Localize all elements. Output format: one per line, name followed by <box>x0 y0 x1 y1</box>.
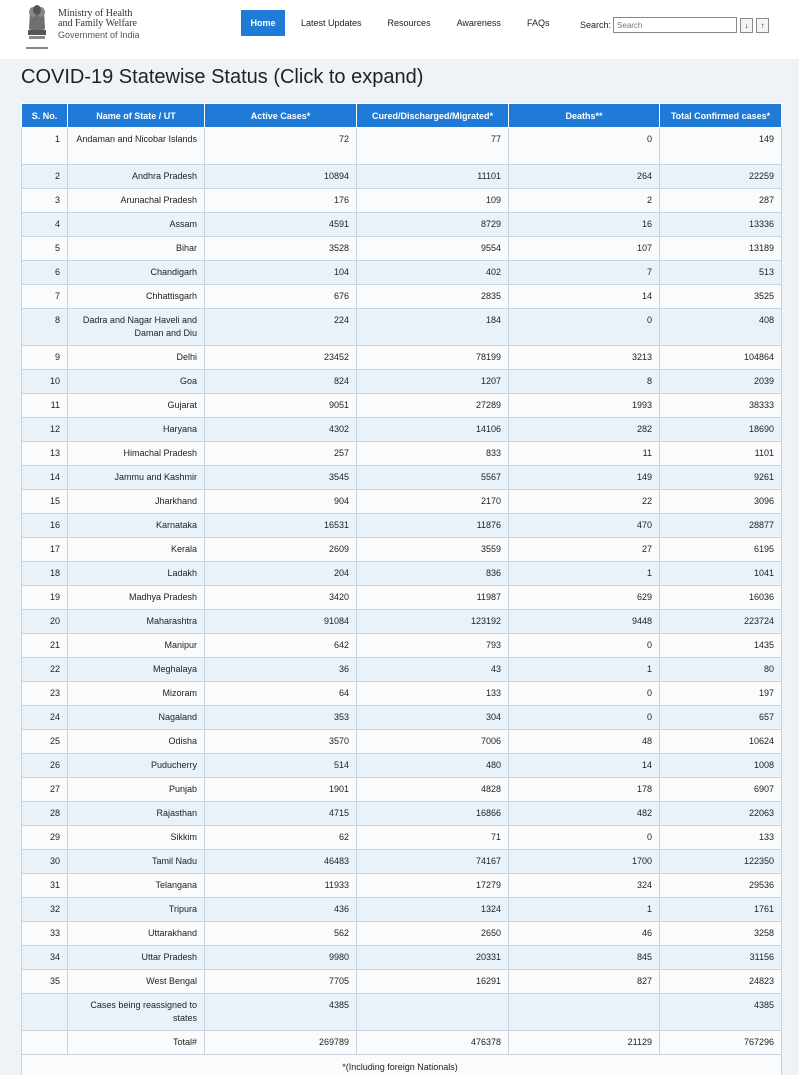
cell-state-name: Delhi <box>68 346 205 370</box>
cell-state-name: Arunachal Pradesh <box>68 189 205 213</box>
cell-total-confirmed: 287 <box>660 189 782 213</box>
cell-active-cases: 46483 <box>205 850 357 874</box>
cell-total-confirmed: 38333 <box>660 394 782 418</box>
cell-active-cases: 224 <box>205 309 357 346</box>
table-row[interactable] <box>22 778 782 802</box>
cell-total-confirmed: 13189 <box>660 237 782 261</box>
cell-deaths: 1700 <box>509 850 660 874</box>
cell-deaths: 149 <box>509 466 660 490</box>
cell-serial-no: 5 <box>22 237 68 261</box>
cell-state-name: Tamil Nadu <box>68 850 205 874</box>
cell-total-confirmed: 6195 <box>660 538 782 562</box>
brand-line-1: Ministry of Health <box>58 8 133 19</box>
cell-total-confirmed: 1435 <box>660 634 782 658</box>
table-row[interactable] <box>22 658 782 682</box>
cell-active-cases: 676 <box>205 285 357 309</box>
cell-state-name: Mizoram <box>68 682 205 706</box>
cell-active-cases: 4385 <box>205 994 357 1031</box>
cell-total-confirmed: 122350 <box>660 850 782 874</box>
cell-active-cases: 4591 <box>205 213 357 237</box>
cell-deaths: 2 <box>509 189 660 213</box>
cell-state-name: Punjab <box>68 778 205 802</box>
cell-total-confirmed: 29536 <box>660 874 782 898</box>
cell-state-name: Jammu and Kashmir <box>68 466 205 490</box>
cell-cured: 14106 <box>357 418 509 442</box>
cell-serial-no: 31 <box>22 874 68 898</box>
cell-total-confirmed: 657 <box>660 706 782 730</box>
cell-state-name: Cases being reassigned to states <box>68 994 205 1031</box>
cell-active-cases: 91084 <box>205 610 357 634</box>
brand-line-3: Government of India <box>58 30 140 40</box>
cell-active-cases: 62 <box>205 826 357 850</box>
cell-serial-no: 20 <box>22 610 68 634</box>
column-header-state-name[interactable]: Name of State / UT <box>68 104 205 128</box>
cell-total-confirmed: 133 <box>660 826 782 850</box>
cell-total-confirmed: 2039 <box>660 370 782 394</box>
cell-cured: 5567 <box>357 466 509 490</box>
cell-deaths: 3213 <box>509 346 660 370</box>
cell-cured: 3559 <box>357 538 509 562</box>
cell-serial-no: 25 <box>22 730 68 754</box>
cell-cured: 4828 <box>357 778 509 802</box>
cell-total-confirmed: 1761 <box>660 898 782 922</box>
cell-total-confirmed: 4385 <box>660 994 782 1031</box>
column-header-deaths[interactable]: Deaths** <box>509 104 660 128</box>
cell-deaths: 470 <box>509 514 660 538</box>
cell-deaths <box>509 994 660 1031</box>
cell-cured: 123192 <box>357 610 509 634</box>
cell-state-name: Jharkhand <box>68 490 205 514</box>
cell-deaths: 324 <box>509 874 660 898</box>
cell-cured: 74167 <box>357 850 509 874</box>
cell-total-confirmed: 104864 <box>660 346 782 370</box>
table-footnote-row <box>22 1055 782 1075</box>
ministry-brand[interactable] <box>58 9 140 40</box>
table-row[interactable] <box>22 128 782 165</box>
cell-active-cases: 36 <box>205 658 357 682</box>
cell-cured: 133 <box>357 682 509 706</box>
cell-cured: 184 <box>357 309 509 346</box>
table-row[interactable] <box>22 634 782 658</box>
cell-active-cases: 904 <box>205 490 357 514</box>
cell-cured: 71 <box>357 826 509 850</box>
cell-serial-no <box>22 1031 68 1055</box>
cell-cured: 2835 <box>357 285 509 309</box>
table-row[interactable] <box>22 802 782 826</box>
cell-serial-no: 8 <box>22 309 68 346</box>
cell-active-cases: 9051 <box>205 394 357 418</box>
cell-deaths: 21129 <box>509 1031 660 1055</box>
cell-serial-no: 16 <box>22 514 68 538</box>
column-header-active-cases[interactable]: Active Cases* <box>205 104 357 128</box>
cell-deaths: 14 <box>509 754 660 778</box>
cell-deaths: 0 <box>509 682 660 706</box>
cell-active-cases: 642 <box>205 634 357 658</box>
cell-total-confirmed: 10624 <box>660 730 782 754</box>
nav-latest-updates[interactable]: Latest Updates <box>301 18 362 28</box>
cell-state-name: Telangana <box>68 874 205 898</box>
table-row[interactable] <box>22 418 782 442</box>
cell-deaths: 178 <box>509 778 660 802</box>
cell-state-name: Uttarakhand <box>68 922 205 946</box>
cell-cured: 9554 <box>357 237 509 261</box>
cell-deaths: 0 <box>509 309 660 346</box>
cell-active-cases: 7705 <box>205 970 357 994</box>
table-row[interactable] <box>22 706 782 730</box>
table-row[interactable] <box>22 682 782 706</box>
cell-total-confirmed: 513 <box>660 261 782 285</box>
cell-state-name: Odisha <box>68 730 205 754</box>
table-row[interactable] <box>22 285 782 309</box>
cell-deaths: 9448 <box>509 610 660 634</box>
cell-active-cases: 104 <box>205 261 357 285</box>
cell-cured: 20331 <box>357 946 509 970</box>
cell-deaths: 14 <box>509 285 660 309</box>
cell-serial-no: 28 <box>22 802 68 826</box>
search-up-button[interactable]: ↑ <box>756 18 769 33</box>
cell-cured: 1324 <box>357 898 509 922</box>
cell-active-cases: 562 <box>205 922 357 946</box>
cell-serial-no: 1 <box>22 128 68 165</box>
cell-cured: 2170 <box>357 490 509 514</box>
cell-serial-no: 4 <box>22 213 68 237</box>
search-down-button[interactable]: ↓ <box>740 18 753 33</box>
state-status-table <box>21 103 782 1075</box>
cell-deaths: 0 <box>509 826 660 850</box>
table-row[interactable] <box>22 346 782 370</box>
cell-state-name: Tripura <box>68 898 205 922</box>
cell-cured: 43 <box>357 658 509 682</box>
cell-cured: 11987 <box>357 586 509 610</box>
cell-active-cases: 72 <box>205 128 357 165</box>
table-row[interactable] <box>22 730 782 754</box>
table-row[interactable] <box>22 490 782 514</box>
cell-serial-no: 30 <box>22 850 68 874</box>
cell-total-confirmed: 1008 <box>660 754 782 778</box>
nav-home[interactable]: Home <box>241 10 285 36</box>
cell-total-confirmed: 31156 <box>660 946 782 970</box>
cell-deaths: 845 <box>509 946 660 970</box>
table-row[interactable] <box>22 189 782 213</box>
cell-total-confirmed: 18690 <box>660 418 782 442</box>
cell-serial-no: 29 <box>22 826 68 850</box>
cell-serial-no: 9 <box>22 346 68 370</box>
cell-deaths: 7 <box>509 261 660 285</box>
cell-total-confirmed: 408 <box>660 309 782 346</box>
cell-state-name: Sikkim <box>68 826 205 850</box>
cell-state-name: Nagaland <box>68 706 205 730</box>
cell-cured: 77 <box>357 128 509 165</box>
cell-active-cases: 3545 <box>205 466 357 490</box>
cell-total-confirmed: 13336 <box>660 213 782 237</box>
cell-cured: 833 <box>357 442 509 466</box>
nav-faqs[interactable]: FAQs <box>526 18 550 28</box>
cell-cured: 11876 <box>357 514 509 538</box>
cell-total-confirmed: 1101 <box>660 442 782 466</box>
cell-serial-no: 11 <box>22 394 68 418</box>
cell-deaths: 629 <box>509 586 660 610</box>
cell-active-cases: 353 <box>205 706 357 730</box>
table-row[interactable] <box>22 442 782 466</box>
cell-cured <box>357 994 509 1031</box>
cell-state-name: Bihar <box>68 237 205 261</box>
cell-state-name: Karnataka <box>68 514 205 538</box>
table-row[interactable] <box>22 309 782 346</box>
table-row[interactable] <box>22 898 782 922</box>
cell-deaths: 0 <box>509 634 660 658</box>
cell-state-name: Himachal Pradesh <box>68 442 205 466</box>
cell-state-name: Kerala <box>68 538 205 562</box>
cell-serial-no: 15 <box>22 490 68 514</box>
table-header-row <box>22 104 782 128</box>
table-row[interactable] <box>22 514 782 538</box>
table-row[interactable] <box>22 466 782 490</box>
cell-active-cases: 4715 <box>205 802 357 826</box>
cell-state-name: Goa <box>68 370 205 394</box>
search-label: Search: <box>580 20 612 30</box>
cell-total-confirmed: 1041 <box>660 562 782 586</box>
cell-state-name: Haryana <box>68 418 205 442</box>
search-bar <box>580 17 769 33</box>
cell-active-cases: 204 <box>205 562 357 586</box>
column-header-serial-no[interactable]: S. No. <box>22 104 68 128</box>
cell-state-name: Andaman and Nicobar Islands <box>68 128 205 165</box>
cell-state-name: Chhattisgarh <box>68 285 205 309</box>
cell-deaths: 1 <box>509 898 660 922</box>
cell-active-cases: 10894 <box>205 165 357 189</box>
cell-active-cases: 3420 <box>205 586 357 610</box>
cell-deaths: 48 <box>509 730 660 754</box>
cell-serial-no: 34 <box>22 946 68 970</box>
cell-deaths: 0 <box>509 706 660 730</box>
cell-cured: 7006 <box>357 730 509 754</box>
cell-serial-no: 33 <box>22 922 68 946</box>
cell-active-cases: 824 <box>205 370 357 394</box>
cell-serial-no: 18 <box>22 562 68 586</box>
table-row[interactable] <box>22 874 782 898</box>
cell-cured: 16866 <box>357 802 509 826</box>
cell-state-name: West Bengal <box>68 970 205 994</box>
cell-cured: 109 <box>357 189 509 213</box>
cell-active-cases: 11933 <box>205 874 357 898</box>
cell-cured: 793 <box>357 634 509 658</box>
site-header <box>0 0 799 59</box>
cell-state-name: Maharashtra <box>68 610 205 634</box>
table-row[interactable] <box>22 970 782 994</box>
cell-active-cases: 176 <box>205 189 357 213</box>
nav-resources[interactable]: Resources <box>387 18 431 28</box>
cell-deaths: 0 <box>509 128 660 165</box>
table-row[interactable] <box>22 826 782 850</box>
brand-line-2: and Family Welfare <box>58 18 137 29</box>
cell-active-cases: 269789 <box>205 1031 357 1055</box>
cell-total-confirmed: 28877 <box>660 514 782 538</box>
cell-deaths: 482 <box>509 802 660 826</box>
cell-state-name: Chandigarh <box>68 261 205 285</box>
cell-serial-no: 17 <box>22 538 68 562</box>
cell-cured: 480 <box>357 754 509 778</box>
cell-active-cases: 16531 <box>205 514 357 538</box>
cell-deaths: 827 <box>509 970 660 994</box>
cell-serial-no: 14 <box>22 466 68 490</box>
cell-serial-no: 12 <box>22 418 68 442</box>
cell-cured: 2650 <box>357 922 509 946</box>
cell-serial-no: 3 <box>22 189 68 213</box>
cell-state-name: Andhra Pradesh <box>68 165 205 189</box>
cell-total-confirmed: 6907 <box>660 778 782 802</box>
cell-state-name: Assam <box>68 213 205 237</box>
cell-serial-no: 10 <box>22 370 68 394</box>
cell-total-confirmed: 9261 <box>660 466 782 490</box>
cell-total-confirmed: 22063 <box>660 802 782 826</box>
cell-serial-no <box>22 994 68 1031</box>
cell-state-name: Uttar Pradesh <box>68 946 205 970</box>
cell-total-confirmed: 24823 <box>660 970 782 994</box>
cell-deaths: 282 <box>509 418 660 442</box>
cell-active-cases: 436 <box>205 898 357 922</box>
cell-cured: 836 <box>357 562 509 586</box>
cell-active-cases: 3570 <box>205 730 357 754</box>
cell-state-name: Gujarat <box>68 394 205 418</box>
cell-serial-no: 35 <box>22 970 68 994</box>
table-row[interactable] <box>22 994 782 1031</box>
cell-serial-no: 24 <box>22 706 68 730</box>
cell-cured: 1207 <box>357 370 509 394</box>
table-row[interactable] <box>22 165 782 189</box>
cell-total-confirmed: 16036 <box>660 586 782 610</box>
cell-active-cases: 257 <box>205 442 357 466</box>
cell-deaths: 46 <box>509 922 660 946</box>
cell-total-confirmed: 80 <box>660 658 782 682</box>
table-row[interactable] <box>22 394 782 418</box>
cell-state-name: Manipur <box>68 634 205 658</box>
table-row[interactable] <box>22 754 782 778</box>
cell-serial-no: 32 <box>22 898 68 922</box>
cell-total-confirmed: 149 <box>660 128 782 165</box>
cell-state-name: Rajasthan <box>68 802 205 826</box>
table-body <box>22 128 782 1075</box>
cell-serial-no: 6 <box>22 261 68 285</box>
table-row[interactable] <box>22 261 782 285</box>
page-title[interactable]: COVID-19 Statewise Status (Click to expand) <box>21 66 424 88</box>
cell-serial-no: 13 <box>22 442 68 466</box>
cell-total-confirmed: 767296 <box>660 1031 782 1055</box>
cell-serial-no: 26 <box>22 754 68 778</box>
table-row[interactable] <box>22 850 782 874</box>
cell-active-cases: 2609 <box>205 538 357 562</box>
cell-deaths: 264 <box>509 165 660 189</box>
cell-deaths: 22 <box>509 490 660 514</box>
cell-cured: 17279 <box>357 874 509 898</box>
cell-serial-no: 19 <box>22 586 68 610</box>
cell-active-cases: 23452 <box>205 346 357 370</box>
cell-active-cases: 64 <box>205 682 357 706</box>
cell-deaths: 1993 <box>509 394 660 418</box>
cell-total-confirmed: 3096 <box>660 490 782 514</box>
cell-active-cases: 3528 <box>205 237 357 261</box>
cell-active-cases: 1901 <box>205 778 357 802</box>
table-row[interactable] <box>22 1031 782 1055</box>
cell-cured: 78199 <box>357 346 509 370</box>
table-row[interactable] <box>22 370 782 394</box>
cell-total-confirmed: 3525 <box>660 285 782 309</box>
cell-deaths: 1 <box>509 562 660 586</box>
column-header-total-confirmed[interactable]: Total Confirmed cases* <box>660 104 782 128</box>
cell-serial-no: 22 <box>22 658 68 682</box>
cell-serial-no: 27 <box>22 778 68 802</box>
cell-serial-no: 23 <box>22 682 68 706</box>
table-footnote: *(Including foreign Nationals) <box>22 1055 782 1075</box>
cell-state-name: Total# <box>68 1031 205 1055</box>
cell-deaths: 107 <box>509 237 660 261</box>
cell-active-cases: 514 <box>205 754 357 778</box>
cell-cured: 8729 <box>357 213 509 237</box>
cell-deaths: 1 <box>509 658 660 682</box>
cell-deaths: 27 <box>509 538 660 562</box>
table-row[interactable] <box>22 586 782 610</box>
cell-total-confirmed: 3258 <box>660 922 782 946</box>
cell-state-name: Meghalaya <box>68 658 205 682</box>
cell-state-name: Ladakh <box>68 562 205 586</box>
table-row[interactable] <box>22 922 782 946</box>
cell-state-name: Madhya Pradesh <box>68 586 205 610</box>
cell-serial-no: 7 <box>22 285 68 309</box>
main-nav <box>241 10 565 36</box>
table-row[interactable] <box>22 946 782 970</box>
cell-deaths: 11 <box>509 442 660 466</box>
cell-state-name: Dadra and Nagar Haveli and Daman and Diu <box>68 309 205 346</box>
search-input[interactable] <box>613 17 737 33</box>
cell-cured: 27289 <box>357 394 509 418</box>
cell-total-confirmed: 223724 <box>660 610 782 634</box>
cell-cured: 476378 <box>357 1031 509 1055</box>
cell-active-cases: 4302 <box>205 418 357 442</box>
table-row[interactable] <box>22 610 782 634</box>
cell-cured: 11101 <box>357 165 509 189</box>
column-header-cured[interactable]: Cured/Discharged/Migrated* <box>357 104 509 128</box>
cell-deaths: 16 <box>509 213 660 237</box>
cell-cured: 304 <box>357 706 509 730</box>
cell-active-cases: 9980 <box>205 946 357 970</box>
table-row[interactable] <box>22 213 782 237</box>
table-row[interactable] <box>22 538 782 562</box>
cell-serial-no: 21 <box>22 634 68 658</box>
table-row[interactable] <box>22 237 782 261</box>
national-emblem-icon[interactable] <box>22 3 52 53</box>
cell-cured: 402 <box>357 261 509 285</box>
cell-state-name: Puducherry <box>68 754 205 778</box>
nav-awareness[interactable]: Awareness <box>456 18 501 28</box>
cell-cured: 16291 <box>357 970 509 994</box>
cell-total-confirmed: 197 <box>660 682 782 706</box>
cell-serial-no: 2 <box>22 165 68 189</box>
table-row[interactable] <box>22 562 782 586</box>
cell-deaths: 8 <box>509 370 660 394</box>
cell-total-confirmed: 22259 <box>660 165 782 189</box>
